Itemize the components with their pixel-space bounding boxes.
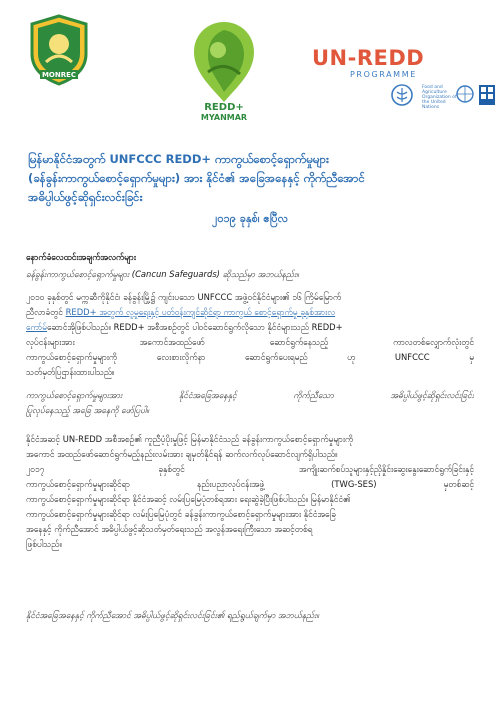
para2-line-6: ကာကွယ်စောင့်ရှောက်မှုများဆိုင်ရာ လမ်းပြမြေပုံတွင် ခန်ခွန်းကာကွယ်စောင့်ရှောက်မှုများအား နိုင်ငံအခြေ xyxy=(26,509,336,519)
para2-line-5: ကာကွယ်စောင့်ရှောက်မှုများဆိုင်ရာ နိုင်ငံအဆင့် လမ်းပြမြေပုံတစ်ရအား ရေးဆွဲခဲ့ပြီးဖြစ်ပါသည်။ မြန်မာနိုင်ငံ၏ xyxy=(26,494,351,504)
para1-line-2a: ညီလာခံတွင် xyxy=(26,307,66,317)
header-logos xyxy=(0,6,500,126)
paragraph-2 xyxy=(26,432,474,552)
q2-w3: အဓိပ္ပါယ်ဖွင့်ဆိုရှင်းလင်းခြင်း xyxy=(390,390,474,400)
para2-l3-w0: ၂၀၁၇ xyxy=(26,464,45,474)
un-emblem-icon xyxy=(456,84,474,106)
question-2 xyxy=(26,388,474,418)
fao-icon xyxy=(388,84,416,106)
para1-line-2 xyxy=(26,305,474,320)
para1-l5-w4: UNFCCC xyxy=(394,352,430,362)
q2-w0: ကာကွယ်စောင့်ရှောက်မှုများအား xyxy=(26,390,123,400)
section-background xyxy=(26,250,474,282)
para1-line-3 xyxy=(26,320,474,335)
unredd-subtitle: PROGRAMME xyxy=(350,70,417,79)
para1-line-1: ၂၀၁၀ ခုနှစ်တွင် မက္ကဆီကိုနိုင်ငံ၊ ခန်ခွန်းမြို့၌ ကျင်းပသော UNFCCC အဖွဲ့ဝင်နိုင်ငံများ၏ ၁၆ ကြိမ်မြောက် xyxy=(26,292,342,302)
redd-myanmar-logo xyxy=(178,12,270,124)
para2-line-2: အကောင် အထည်ဖော်ဆောင်ရွက်မည့်နည်းလမ်းအား ချမှတ်နိုင်ရန် ဆက်လက်လုပ်ဆောင်လျက်ရှိပါသည်။ xyxy=(26,449,338,459)
title-line-3: အဓိပ္ပါယ်ဖွင့်ဆိုရှင်းလင်းခြင်း xyxy=(28,190,143,204)
fao-caption: Food and Agriculture Organization of the United Nations xyxy=(422,85,457,110)
para2-line-3 xyxy=(26,462,474,477)
para1-l5-w1: လေးစားလိုက်နာ xyxy=(156,352,206,362)
document-title xyxy=(28,150,474,207)
para1-l5-w5: မှ xyxy=(469,352,474,362)
para2-l3-w1: ခုနှစ်တွင် xyxy=(158,464,185,474)
para1-l4-w0: လုပ်ငန်းများအား xyxy=(26,337,75,347)
title-line-2: (ခန်ခွန်းကာကွယ်စောင့်ရှောက်မှုများ) အား နိုင်ငံ၏ အခြေအနေနှင့် ကိုက်ညီအောင် xyxy=(28,171,365,185)
para2-l4-w0: ကာကွယ်စောင့်ရှောက်မှုများဆိုင်ရာ xyxy=(26,479,130,489)
para2-line-8: ဖြစ်ပါသည်။ xyxy=(26,539,62,549)
para2-l4-w2: (TWG-SES) xyxy=(331,479,377,489)
unredd-title xyxy=(312,46,424,70)
q2-line-2: ပြုလုပ်နေသည့် အခြေ အနေကို ဖော်ပြပါ။ xyxy=(26,405,149,415)
section-heading: နောက်ခံလေထင်းအချက်အလက်များ xyxy=(26,252,136,262)
para1-l4-w3: ကာလတစ်လျှောက်လုံးတွင် xyxy=(393,337,474,347)
unredd-title-redd: REDD xyxy=(356,46,425,70)
intro-question: ခန်ခွန်းကာကွယ်စောင့်ရှောက်မှုများ (Cancun Safeguards) ဆိုသည်မှာ အဘယ်နည်း။ xyxy=(26,269,299,279)
para2-line-1: နိုင်ငံအဆင့် UN-REDD အစီအစဥ်၏ ကူညီပံ့ပိုးမှုဖြင့် မြန်မာနိုင်ငံသည် ခန်ခွန်းကာကွယ်စောင့်ရှောက်မှုများကို xyxy=(26,434,354,444)
para2-l4-w1: နည်းပညာလုပ်ငန်းအဖွဲ့ xyxy=(197,479,265,489)
unredd-title-un: UN- xyxy=(312,46,357,70)
document-date: ၂၀၁၉ ခုနှစ်၊ ဧပြီလ xyxy=(211,212,289,225)
para1-l5-w2: ဆောင်ရွက်ပေးရမည် xyxy=(244,352,308,362)
para1-l5-w3: ဟု xyxy=(347,352,356,362)
para1-line-4 xyxy=(26,335,474,350)
para1-l4-w2: ဆောင်ရွက်နေသည့် xyxy=(269,337,329,347)
q2-w2: ကိုက်ညီသော xyxy=(293,390,334,400)
para2-l3-w2: အကျိုးဆက်စပ်သူများနှင့်ညှိနှိုင်းဆွေးနွေးဆောင်ရွက်ခြင်းနှင့် xyxy=(298,464,474,474)
safeguards-link-cont[interactable]: ကော်မ် xyxy=(26,322,47,332)
myanmar-label: MYANMAR xyxy=(200,113,248,122)
partner-badges xyxy=(336,84,466,108)
redd-label: REDD+ xyxy=(204,102,244,113)
para2-line-7: အနေနှင့် ကိုက်ညီအောင် အဓိပ္ပါယ်ဖွင့်ဆိုသတ်မှတ်ရေးသည် အလွန်အရေးကြီးသော အဆင့်တစ်ရ xyxy=(26,524,313,534)
para1-line-5 xyxy=(26,350,474,365)
para1-line-6: သတ်မှတ်ပြဌာန်းထားပါသည်။ xyxy=(26,367,115,377)
undp-icon xyxy=(478,84,496,106)
q2-w1: နိုင်ငံအခြေအနေနှင့် xyxy=(179,390,237,400)
paragraph-1 xyxy=(26,290,474,380)
q3-line-1: နိုင်ငံအခြေအနေနှင့် ကိုက်ညီအောင် အဓိပ္ပါယ်ဖွင့်ဆိုရှင်းလင်းခြင်း၏ ရည်ရွယ်ချက်မှာ အဘယ်နည်း။ xyxy=(26,610,319,620)
para1-l4-w1: အကောင်အထည်ဖော် xyxy=(139,337,205,347)
para2-line-4 xyxy=(26,477,474,492)
para1-line-3b: ဆောင်အိုဖြစ်ပါသည်။ REDD+ အစီအစဥ်တွင် ပါဝင်ဆောင်ရွက်လိုသော နိုင်ငံများသည် REDD+ xyxy=(46,322,343,332)
question-3 xyxy=(26,608,474,623)
q2-line-1 xyxy=(26,388,474,403)
safeguards-link[interactable]: REDD+ အတွက် လူမှုရေးနှင့် ပတ်ဝန်းကျင်ဆိုင်ရာ ကာကွယ် စောင့်ရှောက်မှု ခုနှစ်အားလ xyxy=(65,307,336,317)
monrec-logo xyxy=(28,14,90,86)
title-line-1: မြန်မာနိုင်ငံအတွက် UNFCCC REDD+ ကာကွယ်စောင့်ရှောက်မှုများ xyxy=(28,152,329,166)
monrec-label: MONREC xyxy=(41,71,77,79)
para1-l5-w0: ကာကွယ်စောင့်ရှောက်မှုများကို xyxy=(26,352,118,362)
unredd-logo xyxy=(306,46,476,116)
para2-l4-w3: မှတစ်ဆင့် xyxy=(443,479,474,489)
